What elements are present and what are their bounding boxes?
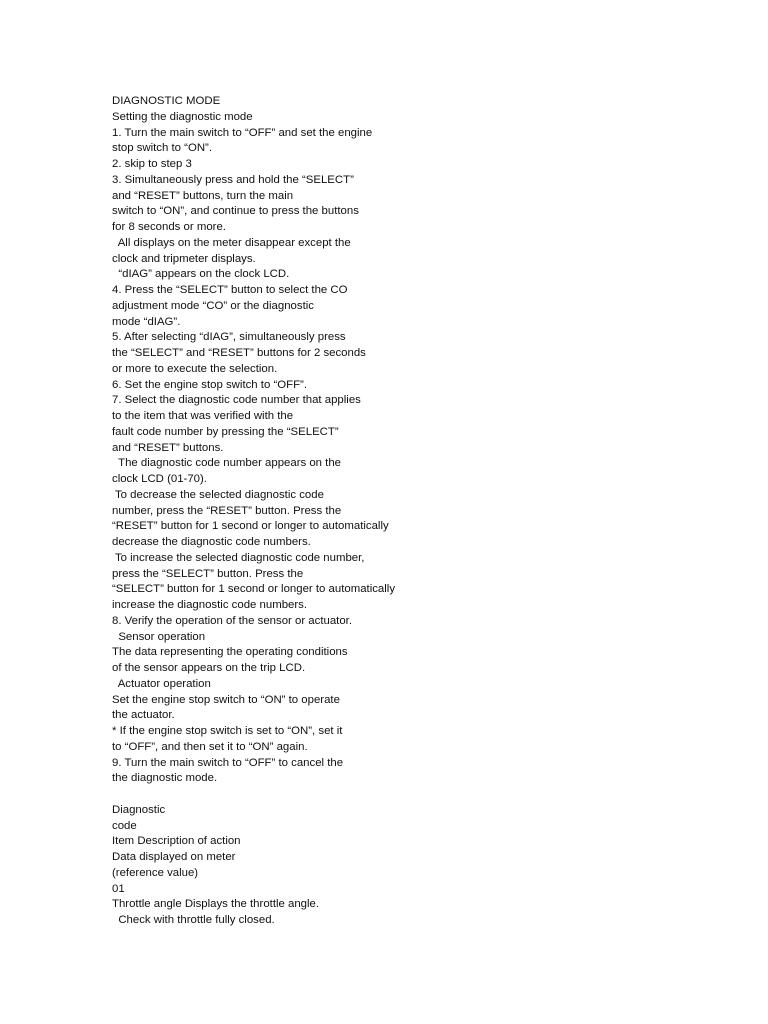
table-text-line: 01 [112,882,125,895]
instruction-line: To increase the selected diagnostic code number, [112,551,365,564]
instruction-line: To decrease the selected diagnostic code [112,488,324,501]
blank-line [112,787,732,803]
instruction-line: and “RESET” buttons. [112,441,224,454]
instruction-line: “SELECT” button for 1 second or longer to automatically [112,583,396,596]
instruction-line: Actuator operation [112,677,211,690]
instruction-line: 6. Set the engine stop switch to “OFF”. [112,378,307,391]
table-text-line: Check with throttle fully closed. [112,914,275,926]
instruction-line: * If the engine stop switch is set to “ON”, set it [112,725,343,737]
instruction-line: the “SELECT” and “RESET” buttons for 2 seconds [112,347,366,359]
instruction-line: number, press the “RESET” button. Press the [112,504,342,517]
diagnostic-code-table-text [112,803,732,929]
instruction-line: 3. Simultaneously press and hold the “SELECT” [112,173,354,186]
instruction-line: fault code number by pressing the “SELECT” [112,425,339,438]
instruction-line: switch to “ON”, and continue to press the buttons [112,205,359,218]
instruction-line: The data representing the operating conditions [112,646,348,659]
instruction-line: clock and tripmeter displays. [112,252,256,265]
instruction-line: 7. Select the diagnostic code number that applies [112,394,361,407]
instruction-line: for 8 seconds or more. [112,221,226,233]
instruction-line: to the item that was verified with the [112,410,294,422]
instruction-line: or more to execute the selection. [112,362,278,375]
instruction-lines [112,126,732,788]
table-text-line: Throttle angle Displays the throttle angle. [112,898,320,911]
instruction-line: “RESET” button for 1 second or longer to automatically [112,520,389,533]
instruction-line: to “OFF”, and then set it to “ON” again. [112,740,308,753]
instruction-line: The diagnostic code number appears on the [112,457,342,470]
instruction-line: Set the engine stop switch to “ON” to operate [112,693,340,706]
document-subtitle: Setting the diagnostic mode [112,110,253,123]
instruction-line: “dIAG” appears on the clock LCD. [112,268,290,281]
instruction-line: of the sensor appears on the trip LCD. [112,662,306,674]
table-text-line: code [112,819,137,832]
instruction-line: the diagnostic mode. [112,772,218,785]
table-text-line: Item Description of action [112,835,241,848]
instruction-line: 1. Turn the main switch to “OFF” and set the engine [112,126,373,139]
instruction-line: 5. After selecting “dIAG”, simultaneously press [112,331,346,344]
table-text-line: Data displayed on meter [112,851,236,863]
instruction-line: Sensor operation [112,630,206,643]
instruction-line: stop switch to “ON”. [112,142,213,155]
table-text-line: Diagnostic [112,803,166,816]
instruction-line: 2. skip to step 3 [112,158,192,170]
instruction-line: mode “dIAG”. [112,315,181,328]
document-title: DIAGNOSTIC MODE [112,95,221,107]
instruction-line: All displays on the meter disappear except the [112,236,351,249]
table-text-line: (reference value) [112,866,199,879]
instruction-line: decrease the diagnostic code numbers. [112,536,311,548]
document-page [112,94,732,929]
instruction-line: and “RESET” buttons, turn the main [112,189,294,202]
instruction-line: 8. Verify the operation of the sensor or actuator. [112,614,352,627]
instruction-line: increase the diagnostic code numbers. [112,599,308,611]
instruction-line: the actuator. [112,709,175,722]
instruction-line: adjustment mode “CO” or the diagnostic [112,299,314,312]
instruction-line: press the “SELECT” button. Press the [112,567,304,580]
instruction-line: clock LCD (01-70). [112,473,207,485]
instruction-line: 9. Turn the main switch to “OFF” to cancel the [112,756,344,769]
instruction-line: 4. Press the “SELECT” button to select the CO [112,284,348,296]
